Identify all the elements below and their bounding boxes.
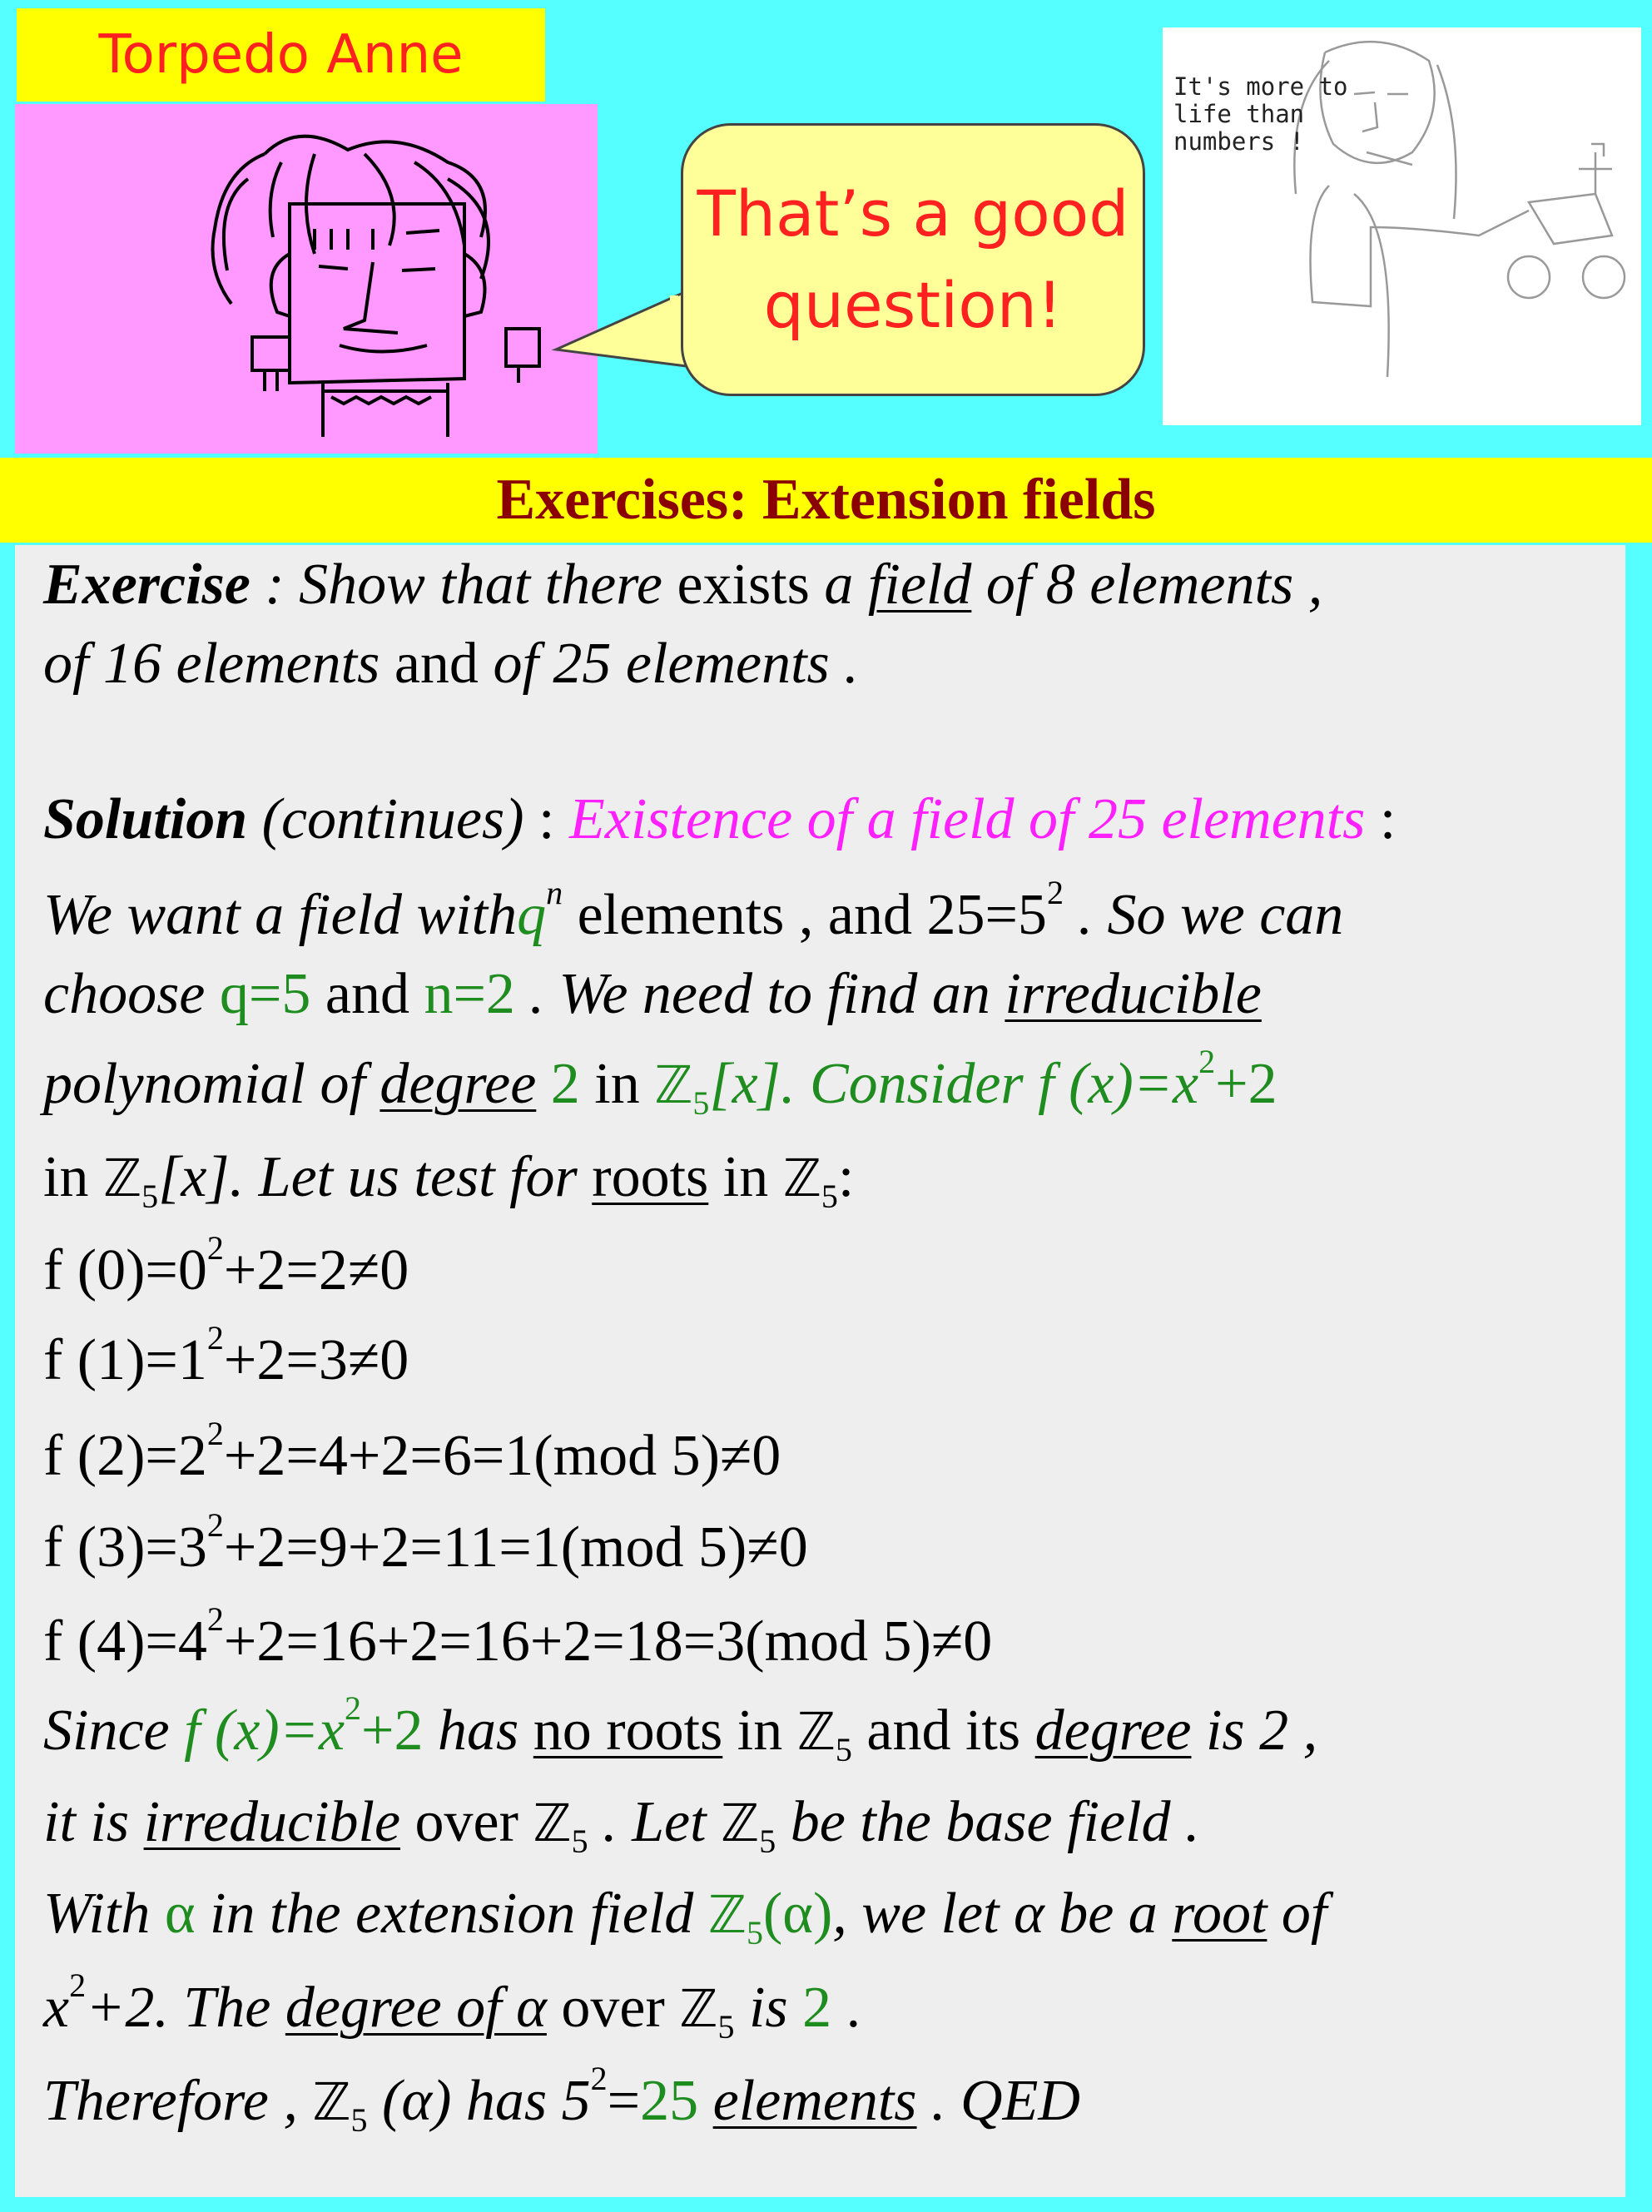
speech-line-1: That’s a good (697, 176, 1129, 250)
integers-symbol: ℤ (721, 1793, 760, 1853)
text: 25 (640, 2069, 699, 2133)
text: . (846, 1976, 861, 2040)
term-degree: degree (1034, 1699, 1192, 1763)
text: f (x)=x (1038, 1052, 1199, 1116)
exercise-line-1 (43, 552, 1322, 618)
text: , we let α be a (832, 1882, 1158, 1946)
text: f (0)=0 (43, 1238, 207, 1302)
character-name: Torpedo Anne (98, 24, 464, 86)
text: [x]. Let us test for (158, 1145, 578, 1209)
text: f (3)=3 (43, 1515, 207, 1580)
text: 2 (802, 1976, 832, 2040)
subscript: 5 (350, 2101, 368, 2139)
text: f (1)=1 (43, 1328, 207, 1392)
text: f (4)=4 (43, 1609, 207, 1674)
integers-symbol: ℤ (782, 1148, 821, 1208)
exercise-text: and (394, 632, 479, 696)
text: . We need to find an (529, 962, 990, 1026)
text: and its (866, 1699, 1021, 1763)
text: x (43, 1976, 70, 2040)
text: : (837, 1145, 855, 1209)
term-degree-of-alpha: degree of α (285, 1976, 547, 2040)
section-heading-bar (0, 458, 1652, 543)
sketch-caption: It's more to life than numbers ! (1173, 72, 1348, 156)
solution-subtitle: Existence of a field of 25 elements (569, 787, 1366, 851)
solution-line-2 (43, 961, 1262, 1028)
term-degree: degree (380, 1052, 537, 1116)
conclusion-line-1 (43, 1689, 1318, 1768)
text: +2=16+2=16+2=18=3(mod 5)≠0 (223, 1609, 993, 1674)
integers-symbol: ℤ (679, 1978, 718, 2039)
solution-line-3 (43, 1043, 1277, 1122)
subscript: 5 (821, 1178, 838, 1215)
superscript: 2 (206, 1506, 224, 1544)
exercise-text: a (824, 553, 854, 617)
text: in (594, 1052, 640, 1116)
text: of (1281, 1882, 1327, 1946)
conclusion-line-2 (43, 1789, 1200, 1860)
text: . QED (931, 2069, 1080, 2133)
text: With (43, 1882, 151, 1946)
text: be the base field . (790, 1790, 1200, 1854)
subscript: 5 (571, 1823, 588, 1860)
text: +2=9+2=11=1(mod 5)≠0 (223, 1515, 808, 1580)
superscript: 2 (69, 1966, 87, 2004)
text: in (737, 1699, 783, 1763)
subscript: 5 (746, 1914, 763, 1952)
text: Therefore , (43, 2069, 298, 2133)
exercise-text: of 16 (43, 632, 161, 696)
superscript: 2 (1046, 874, 1064, 911)
text: +2=3≠0 (223, 1328, 409, 1392)
conclusion-line-3 (43, 1881, 1327, 1952)
exercise-line-2 (43, 631, 859, 697)
superscript: 2 (345, 1689, 362, 1727)
integers-symbol: ℤ (707, 1884, 747, 1945)
text: elements , and 25=5 (577, 883, 1047, 947)
alpha-symbol: α (164, 1882, 196, 1946)
text: [x]. Consider (709, 1052, 1024, 1116)
conclusion-line-5 (43, 2060, 1080, 2139)
integers-symbol: ℤ (796, 1701, 836, 1762)
text: q=5 (219, 962, 311, 1026)
subscript: 5 (759, 1823, 776, 1860)
text: Since (43, 1699, 170, 1763)
text: 2 (550, 1052, 580, 1116)
term-root: root (1172, 1882, 1268, 1946)
text: q (517, 883, 547, 947)
character-name-banner (17, 8, 545, 102)
term-irreducible: irreducible (1005, 962, 1262, 1026)
subscript: 5 (141, 1178, 159, 1215)
text: in (43, 1145, 89, 1209)
eval-f2 (43, 1415, 781, 1490)
text: it is (43, 1790, 130, 1854)
exercise-term-field: field (867, 553, 972, 617)
exercise-text: : Show that there (265, 553, 662, 617)
exercise-text: of 25 (493, 632, 612, 696)
exercise-text: exists (677, 553, 810, 617)
superscript: 2 (1198, 1043, 1216, 1080)
text: choose (43, 962, 206, 1026)
exercise-text: elements . (625, 632, 859, 696)
eval-f1 (43, 1319, 409, 1394)
eval-f3 (43, 1506, 808, 1581)
exercise-text: of 8 elements , (985, 553, 1323, 617)
text: +2 (361, 1699, 424, 1763)
integers-symbol: ℤ (533, 1793, 572, 1853)
text: f (2)=2 (43, 1424, 207, 1488)
text: over (561, 1976, 665, 2040)
exercise-text: elements (176, 632, 380, 696)
superscript: n (546, 874, 563, 911)
superscript: 2 (590, 2060, 608, 2097)
term-no-roots: no roots (533, 1699, 723, 1763)
speech-line-2: question! (763, 268, 1063, 342)
portrait-sketch-icon (15, 104, 598, 454)
text: over (414, 1790, 518, 1854)
solution-header (43, 786, 1396, 853)
conclusion-line-4 (43, 1966, 861, 2046)
solution-label: Solution (43, 787, 248, 851)
superscript: 2 (206, 1600, 224, 1638)
text: +2=4+2=6=1(mod 5)≠0 (223, 1424, 781, 1488)
speech-bubble-text (697, 168, 1129, 351)
integers-symbol: ℤ (102, 1148, 142, 1208)
term-roots: roots (592, 1145, 709, 1209)
text: (α) (762, 1882, 833, 1946)
speech-bubble (681, 123, 1145, 396)
solution-colon: : (1379, 787, 1397, 851)
text: n=2 (424, 962, 515, 1026)
text: and (325, 962, 409, 1026)
text: . So we can (1078, 883, 1344, 947)
text: +2=2≠0 (223, 1238, 409, 1302)
solution-colon: : (538, 787, 555, 851)
text: (α) has 5 (382, 2069, 591, 2133)
superscript: 2 (206, 1415, 224, 1452)
solution-continues: (continues) (261, 787, 524, 851)
solution-line-1 (43, 874, 1344, 949)
text: . Let (603, 1790, 707, 1854)
exercise-label: Exercise (43, 553, 251, 617)
text: polynomial of (43, 1052, 365, 1116)
torpedo-anne-portrait (15, 104, 598, 454)
superscript: 2 (206, 1229, 224, 1267)
superscript: 2 (206, 1319, 224, 1356)
text: We want a field with (43, 883, 518, 947)
integers-symbol: ℤ (312, 2071, 351, 2132)
term-elements: elements (712, 2069, 917, 2133)
text: +2 (1215, 1052, 1277, 1116)
eval-f4 (43, 1600, 993, 1675)
term-irreducible: irreducible (143, 1790, 401, 1854)
exercise-content (15, 545, 1625, 2197)
integers-symbol: ℤ (654, 1054, 693, 1115)
section-title: Exercises: Extension fields (496, 468, 1156, 532)
subscript: 5 (717, 2008, 735, 2046)
text: is (748, 1976, 788, 2040)
text: in (722, 1145, 769, 1209)
text: = (607, 2069, 641, 2133)
text: is 2 , (1205, 1699, 1318, 1763)
subscript: 5 (692, 1084, 710, 1122)
text: +2. The (86, 1976, 271, 2040)
text: has (438, 1699, 519, 1763)
subscript: 5 (835, 1731, 852, 1768)
eval-f0 (43, 1229, 409, 1304)
text: f (x)=x (184, 1699, 345, 1763)
solution-line-4 (43, 1144, 855, 1215)
text: in the extension field (210, 1882, 694, 1946)
